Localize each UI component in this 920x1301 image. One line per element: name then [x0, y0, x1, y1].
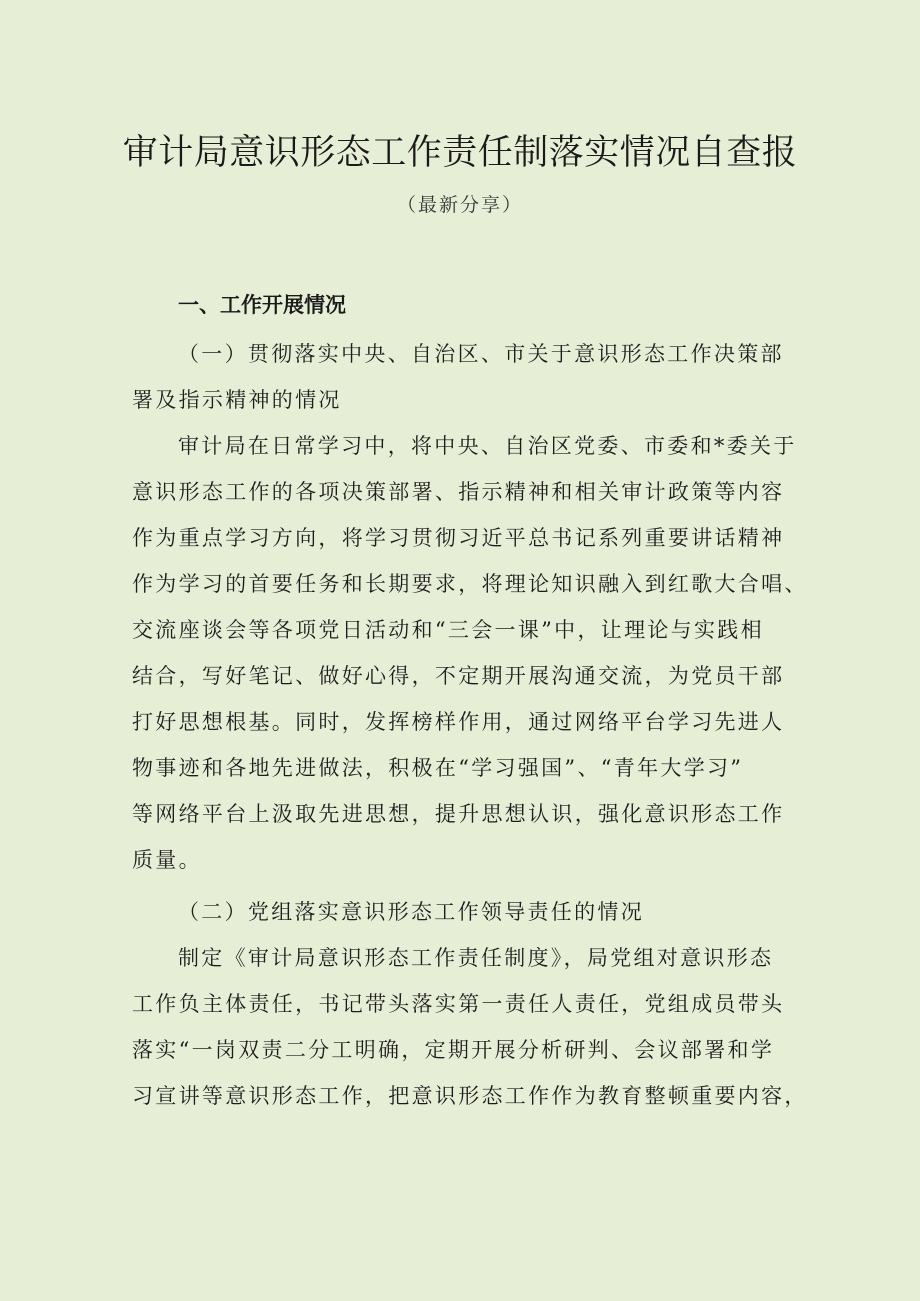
section-heading: 一、工作开展情况: [178, 293, 346, 317]
paragraph-line: 制定《审计局意识形态工作责任制度》，局党组对意识形态: [178, 946, 774, 970]
paragraph-line: 结合，写好笔记、做好心得，不定期开展沟通交流，为党员干部: [132, 664, 785, 688]
subsection-heading-line: （二）党组落实意识形态工作领导责任的情况: [178, 900, 644, 924]
paragraph-line: 习宣讲等意识形态工作，把意识形态工作作为教育整顿重要内容，: [132, 1084, 808, 1108]
paragraph-line: 作为重点学习方向，将学习贯彻习近平总书记系列重要讲话精神: [132, 526, 785, 550]
subsection-heading-line: （一）贯彻落实中央、自治区、市关于意识形态工作决策部: [178, 342, 784, 366]
document-subtitle: （最新分享）: [396, 194, 523, 216]
paragraph-line: 工作负主体责任，书记带头落实第一责任人责任，党组成员带头: [132, 992, 785, 1016]
paragraph-line: 作为学习的首要任务和长期要求，将理论知识融入到红歌大合唱、: [132, 572, 808, 596]
paragraph-line: 物事迹和各地先进做法，积极在“学习强国”、“青年大学习”: [132, 756, 744, 780]
paragraph-line: 等网络平台上汲取先进思想，提升思想认识，强化意识形态工作: [132, 802, 785, 826]
paragraph-line: 审计局在日常学习中，将中央、自治区党委、市委和*委关于: [178, 434, 797, 458]
paragraph-line: 打好思想根基。同时，发挥榜样作用，通过网络平台学习先进人: [132, 710, 785, 734]
paragraph-line: 交流座谈会等各项党日活动和“三会一课”中，让理论与实践相: [132, 618, 764, 642]
paragraph-line: 意识形态工作的各项决策部署、指示精神和相关审计政策等内容: [132, 480, 785, 504]
paragraph-line: 质量。: [132, 848, 202, 872]
paragraph-line: 落实“一岗双责二分工明确，定期开展分析研判、会议部署和学: [132, 1038, 775, 1062]
document-title: 审计局意识形态工作责任制落实情况自查报: [122, 133, 798, 173]
subsection-heading-line: 署及指示精神的情况: [132, 388, 342, 412]
